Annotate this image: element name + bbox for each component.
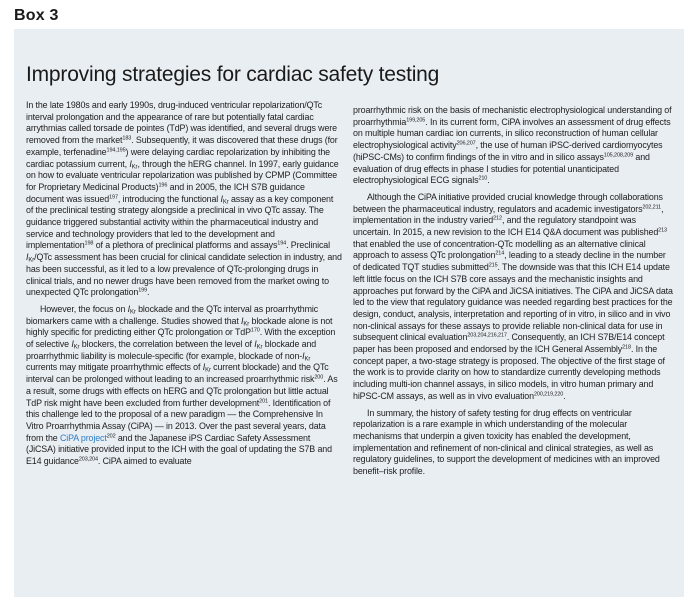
citation: 200,219,220	[533, 391, 564, 398]
citation: 200	[314, 374, 324, 381]
citation: 210	[478, 175, 488, 182]
left-paragraph-2: However, the focus on $I_{Kr}$ blockade and the QTc interval as proarrhythmic biomarkers came with a challenge. Studies showed that $I_{Kr}$ blockade alone is not highly specific for predicting either QTc prolongation or TdP$^{170}$. With the exception of selective $I_{Kr}$ blockers, the correlation between the level of $I_{Kr}$ blockade and proarrhythmic liability is molecule-specific (for example, blockade of non-$I_{Kr}$ currents may mitigate proarrhythmic effects of $I_{Kr}$ current blockade) and the QTc interval can be prolonged without leading to an increased proarrhythmic risk$^{200}$. As a result, some drugs with effects on hERG and QTc prolongation but little actual TdP risk might have been excluded from further development$^{201}$. Identification of this challenge led to the proposal of a new paradigm — the Comprehensive In Vitro Proarrhythmia Assay (CiPA) — in 2013. Over the past several years, data from the CiPA project$^{202}$ and the Japanese iPS Cardiac Safety Assessment (JiCSA) initiative provided input to the ICH with the goal of updating the S7B and E14 guidance$^{203,204}$. CiPA aimed to evaluate	[26, 303, 338, 467]
citation: 170	[250, 327, 260, 334]
citation: 212	[493, 215, 502, 222]
citation: 215	[488, 262, 498, 269]
box-title: Improving strategies for cardiac safety testing	[26, 63, 440, 86]
citation: 201	[259, 398, 268, 405]
citation: 194	[277, 240, 287, 247]
citation: 218	[622, 344, 631, 351]
citation: 213	[658, 227, 667, 234]
citation: 214	[495, 250, 505, 257]
cipa-project-link[interactable]: CiPA project	[59, 432, 107, 443]
box-label: Box 3	[14, 7, 59, 24]
left-paragraph-1: In the late 1980s and early 1990s, drug-induced ventricular repolarization/QTc interval prolongation and the appearance of rare but potentially fatal cardiac arrythmias called torsade de pointes (TdP) was identified, and several drugs were removed from the market$^{183}$. Subsequently, it was discovered that these drugs (for example, terfenadine$^{194,195}$) were delaying cardiac repolarization by inhibiting the cardiac potassium current, $I_{Kr}$, through the hERG channel. In 1997, early guidance on how to evaluate ventricular repolarization was published by CPMP (Committee for Proprietary Medicinal Products)$^{196}$ and in 2005, the ICH S7B guidance document was issued$^{197}$, introducing the functional $I_{Kr}$ assay as a key component of the preclinical testing strategy alongside a preclinical in vivo QTc assay. The guidance triggered substantial activity within the pharmaceutical industry and service and technology providers that led to the development and implementation$^{198}$ of a plethora of preclinical platforms and assays$^{194}$. Preclinical $I_{Kr}$/QTc assessment has been crucial for clinical candidate selection in industry, and has been successful, as it led to a low prevalence of QTc-prolonging drugs in clinical trials, and no newer drugs have been removed from the market owing to unexpected QTc prolongation$^{199}$.	[26, 100, 342, 298]
citation: 202	[106, 433, 116, 440]
citation: 199	[138, 287, 148, 294]
citation: 199,205	[406, 117, 426, 124]
citation: 203,204,216,217	[467, 332, 507, 339]
citation: 183	[122, 135, 132, 142]
citation: 202,211	[642, 204, 662, 211]
citation: 206,207	[456, 140, 476, 147]
right-paragraph-3: In summary, the history of safety testing for drug effects on ventricular repolarization is a rare example in which understanding of the molecular mechanisms that underpin a given toxicity has enabled the development, implementation and refinement of non-clinical and clinical strategies, as well as regulatory guidelines, to support the development of medicines with an improved benefit–risk profile.	[353, 407, 660, 477]
citation: 105,208,209	[603, 152, 634, 159]
right-column	[353, 105, 673, 478]
citation: 196	[158, 182, 168, 189]
right-paragraph-1: proarrhythmic risk on the basis of mechanistic electrophysiological understanding of proarrhythmia$^{199,205}$. In its current form, CiPA involves an assessment of drug effects on multiple human cardiac ion currents, in silico reconstruction of human cellular electrophysiological activity$^{206,207}$, the use of human iPSC-derived cardiomyocytes (hiPSC-CMs) to confirm findings of the in vitro and in silico assays$^{105,208,209}$ and evaluation of drug effects in phase I studies for potential unanticipated electrophysiological ECG signals$^{210}$.	[353, 105, 672, 186]
citation: 194,195	[106, 147, 126, 154]
citation: 197	[109, 194, 118, 201]
left-column	[26, 100, 342, 468]
citation: 198	[84, 240, 94, 247]
citation: 203,204	[78, 456, 98, 463]
right-paragraph-2: Although the CiPA initiative provided crucial knowledge through collaborations between the pharmaceutical industry, regulators and academic investigators$^{202,211}$, implementation in the industry varied$^{212}$, and the regulatory standpoint was uncertain. In 2015, a new revision to the ICH E14 Q&A document was published$^{213}$ that enabled the use of concentration-QTc modelling as an alternative clinical approach to assess QTc prolongation$^{214}$, leading to a steady decline in the number of dedicated TQT studies submitted$^{215}$. The downside was that this ICH E14 update left little focus on the ICH S7B core assays and the mechanistic insights and approaches put forward by the CiPA and JiCSA initiatives. The CiPA and JiCSA data led to the view that regulatory guidance was needed regarding best practices for the design, conduct, analysis, interpretation and reporting of in vitro, in silico and in vivo non-clinical assays for these assays to provide reliable non-clinical data for use in subsequent clinical evaluation$^{203,204,216,217}$. Consequently, an ICH S7B/E14 concept paper has been proposed and endorsed by the ICH General Assembly$^{218}$. In the concept paper, a two-stage strategy is proposed. The objective of the first stage of the work is to provide clarity on how to standardize currently developing methods including multi-ion channel assays, in silico models, in vitro human primary and hiPSC-CM assays, as well as in vivo evaluation$^{200,219,220}$.	[353, 191, 673, 401]
